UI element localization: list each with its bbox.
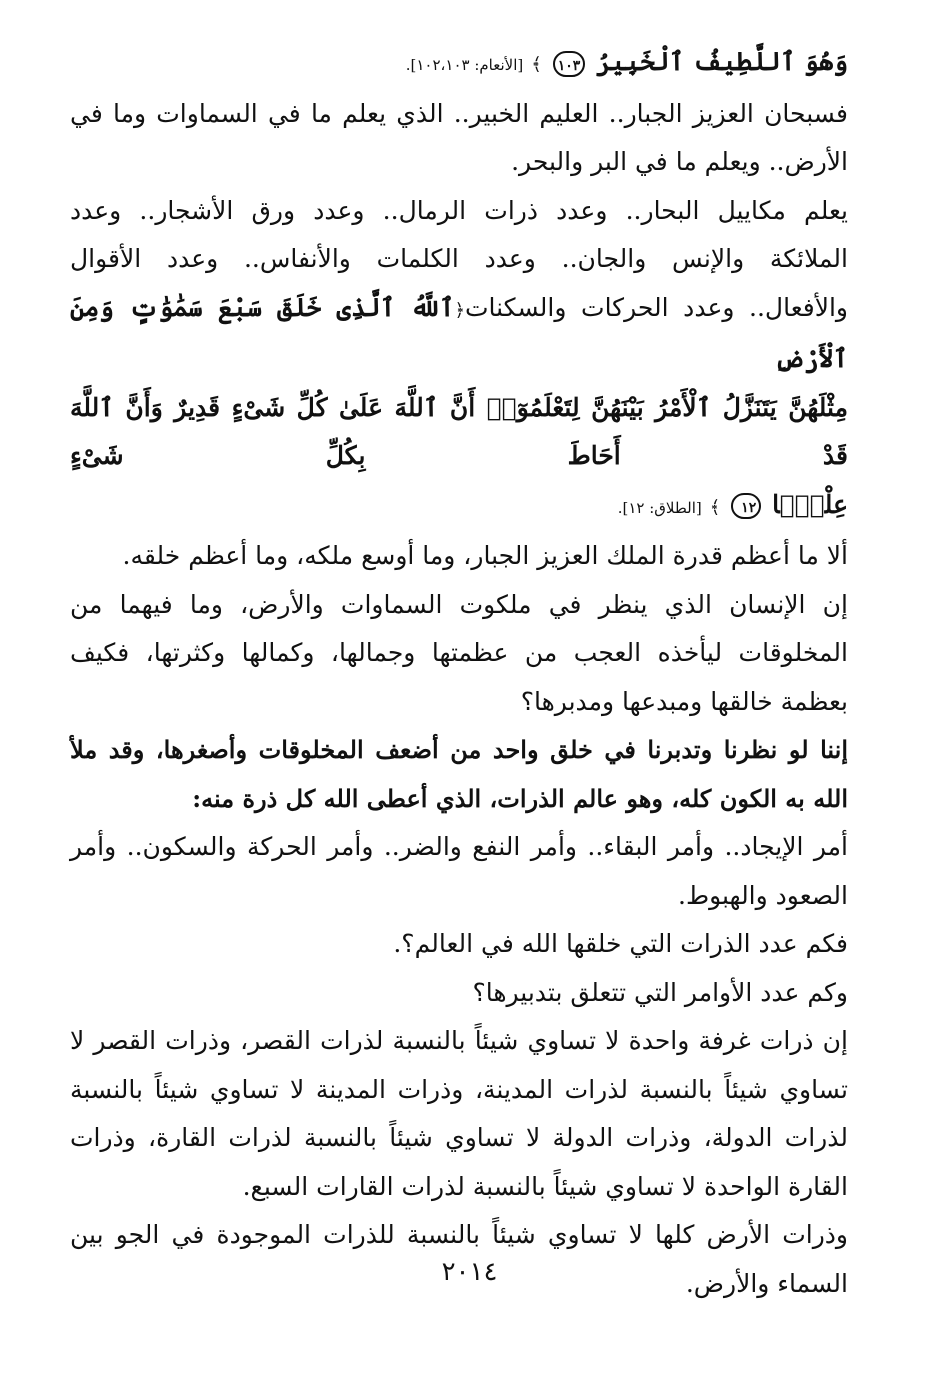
quran-verse-text: وَهُوَ ٱللَّطِيفُ ٱلْخَبِيرُ	[596, 47, 848, 76]
verse-ornament-close: ﴾	[709, 496, 721, 518]
text-line: ألا ما أعظم قدرة الملك العزيز الجبار، وما أوسع ملكه، وما أعظم خلقه.	[122, 541, 848, 570]
verse-number-badge: ١٢	[731, 493, 761, 519]
quran-verse-text: ٱللَّهُ ٱلَّذِى خَلَقَ سَبْعَ سَمَٰوَٰتٍ وَمِنَ ٱلْأَرْضِ	[70, 292, 848, 373]
text-line: وذرات الأرض كلها لا تساوي شيئاً بالنسبة للذرات الموجودة في الجو بين	[70, 1220, 848, 1249]
page-body	[70, 38, 848, 1308]
verse-ornament-close: ﴾	[531, 54, 542, 75]
text-line: إن الإنسان الذي ينظر في ملكوت السماوات والأرض، وما فيهما من	[70, 589, 848, 619]
verse-reference: [الطلاق: ١٢].	[617, 498, 702, 517]
text-line: لذرات الدولة، وذرات الدولة لا تساوي شيئاً بالنسبة لذرات القارة، وذرات	[70, 1123, 848, 1152]
text-line: القارة الواحدة لا تساوي شيئاً بالنسبة لذرات القارات السبع.	[242, 1171, 848, 1201]
verse-intro-line	[70, 284, 848, 384]
text-line: وكم عدد الأوامر التي تتعلق بتدبيرها؟	[472, 977, 848, 1007]
text-line: أمر الإيجاد.. وأمر البقاء.. وأمر النفع والضر.. وأمر الحركة والسكون.. وأمر	[70, 832, 848, 861]
text-line: فكم عدد الذرات التي خلقها الله في العالم؟.	[393, 929, 848, 958]
page-number: ٢٠١٤	[441, 1257, 498, 1287]
text-line: يعلم مكاييل البحار.. وعدد ذرات الرمال.. وعدد ورق الأشجار.. وعدد	[70, 195, 848, 225]
verse-intro-text: والأفعال.. وعدد الحركات والسكنات	[464, 292, 848, 322]
bold-text-line: إننا لو نظرنا وتدبرنا في خلق واحد من أضعف المخلوقات وأصغرها، وقد ملأ	[70, 735, 848, 764]
text-line: الملائكة والإنس والجان.. وعدد الكلمات والأنفاس.. وعدد الأقوال	[70, 244, 848, 273]
verse-number-badge: ١٠٣	[553, 51, 586, 77]
verse-ornament-open: ﴿	[454, 299, 465, 321]
text-line: السماء والأرض.	[685, 1268, 848, 1298]
text-line: الصعود والهبوط.	[678, 880, 848, 910]
text-line: الأرض.. ويعلم ما في البر والبحر.	[511, 147, 848, 176]
text-line: فسبحان العزيز الجبار.. العليم الخبير.. الذي يعلم ما في السماوات وما في	[70, 98, 848, 128]
text-line: المخلوقات ليأخذه العجب من عظمتها وجمالها، وكمالها وكثرتها، فكيف	[70, 638, 848, 667]
verse-reference: [الأنعام: ١٠٢،١٠٣].	[405, 56, 524, 74]
header-verse-line	[70, 38, 848, 90]
text-line: بعظمة خالقها ومبدعها ومدبرها؟	[520, 686, 848, 716]
text-line: تساوي شيئاً بالنسبة لذرات المدينة، وذرات المدينة لا تساوي شيئاً بالنسبة	[70, 1074, 848, 1104]
text-line: إن ذرات غرفة واحدة لا تساوي شيئاً بالنسبة لذرات القصر، وذرات القصر لا	[70, 1026, 848, 1055]
verse-end-line	[70, 481, 848, 533]
quran-verse-line: مِثْلَهُنَّ يَتَنَزَّلُ ٱلْأَمْرُ بَيْنَهُنَّ لِتَعْلَمُوٓا۟ أَنَّ ٱللَّهَ عَلَىٰ كُلِّ شَىْءٍ قَدِيرٌ وَأَنَّ ٱللَّهَ قَدْ أَحَاطَ بِكُلِّ شَىْءٍ	[70, 392, 848, 470]
bold-text-line: الله به الكون كله، وهو عالم الذرات، الذي أعطى الله كل ذرة منه:	[192, 783, 848, 813]
quran-verse-text: عِلْمًۢا	[772, 489, 848, 519]
